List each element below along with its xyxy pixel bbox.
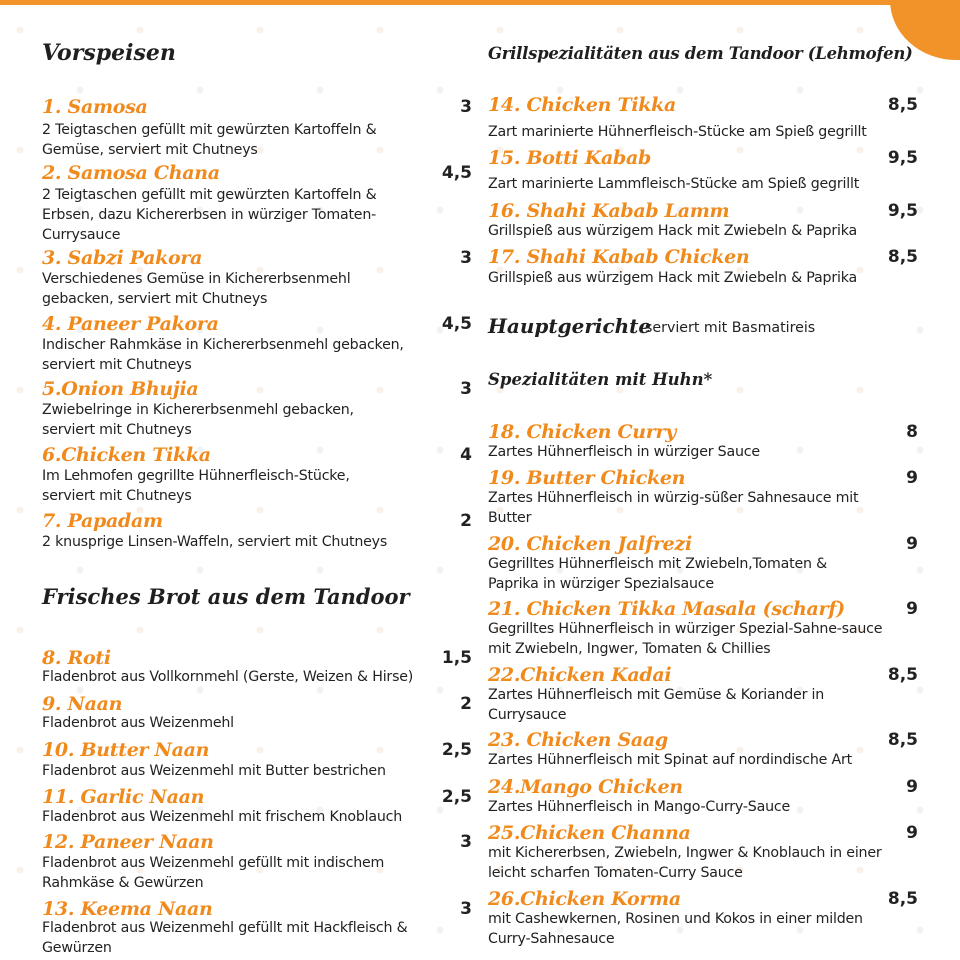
item-price: 9 (906, 534, 918, 554)
item-price: 8,5 (887, 889, 918, 909)
item-price: 8,5 (887, 665, 918, 685)
item-name: 17. Shahi Kabab Chicken (488, 246, 750, 268)
item-price: 3 (460, 899, 472, 919)
item-price: 9 (906, 823, 918, 843)
item-name: 20. Chicken Jalfrezi (488, 533, 692, 555)
item-description: Zart marinierte Hühnerfleisch-Stücke am Spieß gegrillt (488, 124, 867, 140)
item-name: 18. Chicken Curry (488, 421, 676, 443)
item-name: 19. Butter Chicken (488, 467, 686, 489)
item-price: 9,5 (887, 201, 918, 221)
item-description: Zart marinierte Lammfleisch-Stücke am Spieß gegrillt (488, 176, 860, 192)
item-price: 9 (906, 468, 918, 488)
item-description: Fladenbrot aus Weizenmehl gefüllt mit indischem Rahmkäse & Gewürzen (42, 855, 385, 891)
section-title-grill: Grillspezialitäten aus dem Tandoor (Lehmofen) (488, 44, 913, 63)
item-description: Indischer Rahmkäse in Kichererbsenmehl gebacken, serviert mit Chutneys (42, 337, 404, 373)
item-price: 2,5 (441, 787, 472, 807)
item-description: Verschiedenes Gemüse in Kichererbsenmehl gebacken, serviert mit Chutneys (42, 271, 351, 307)
item-price: 2 (460, 694, 472, 714)
item-description: Fladenbrot aus Weizenmehl mit frischem Knoblauch (42, 809, 403, 825)
item-name: 23. Chicken Saag (488, 729, 668, 751)
item-name: 15. Botti Kabab (488, 147, 651, 169)
item-description: Fladenbrot aus Weizenmehl mit Butter bestrichen (42, 763, 386, 779)
item-price: 8 (906, 422, 918, 442)
item-name: 16. Shahi Kabab Lamm (488, 200, 730, 222)
item-description: Zartes Hühnerfleisch in würzig-süßer Sahnesauce mit Butter (488, 490, 859, 526)
item-name: 3. Sabzi Pakora (42, 247, 203, 269)
item-name: 7. Papadam (42, 510, 163, 532)
item-description: Gegrilltes Hühnerfleisch in würziger Spezial-Sahne-sauce mit Zwiebeln, Ingwer, Tomaten & Chillies (488, 621, 883, 657)
item-name: 24.Mango Chicken (488, 776, 683, 798)
item-name: 6.Chicken Tikka (42, 444, 211, 466)
item-price: 3 (460, 97, 472, 117)
item-price: 8,5 (887, 247, 918, 267)
item-description: Zartes Hühnerfleisch in würziger Sauce (488, 444, 760, 460)
item-price: 4,5 (441, 163, 472, 183)
item-name: 14. Chicken Tikka (488, 94, 676, 116)
item-description: Zartes Hühnerfleisch mit Spinat auf nordindische Art (488, 752, 852, 768)
item-name: 10. Butter Naan (42, 739, 210, 761)
item-price: 8,5 (887, 730, 918, 750)
item-description: mit Kichererbsen, Zwiebeln, Ingwer & Knoblauch in einer leicht scharfen Tomaten-Curry Sauce (488, 845, 882, 881)
item-name: 13. Keema Naan (42, 898, 213, 920)
item-name: 26.Chicken Korma (488, 888, 681, 910)
item-name: 22.Chicken Kadai (488, 664, 672, 686)
item-name: 21. Chicken Tikka Masala (scharf) (488, 598, 845, 620)
item-price: 9 (906, 777, 918, 797)
item-name: 9. Naan (42, 693, 123, 715)
item-description: 2 knusprige Linsen-Waffeln, serviert mit Chutneys (42, 534, 388, 550)
item-description: Fladenbrot aus Weizenmehl (42, 715, 234, 731)
hauptgerichte-note: serviert mit Basmatireis (645, 320, 816, 336)
item-description: Im Lehmofen gegrillte Hühnerfleisch-Stücke, serviert mit Chutneys (42, 468, 350, 504)
item-name: 25.Chicken Channa (488, 822, 691, 844)
item-price: 4 (460, 445, 472, 465)
item-name: 2. Samosa Chana (42, 162, 220, 184)
item-description: Zwiebelringe in Kichererbsenmehl gebacken, serviert mit Chutneys (42, 402, 354, 438)
item-description: 2 Teigtaschen gefüllt mit gewürzten Kartoffeln & Erbsen, dazu Kichererbsen in würziger Tomaten-Currysauce (42, 187, 377, 243)
item-name: 8. Roti (42, 647, 111, 669)
item-price: 1,5 (441, 648, 472, 668)
item-price: 9 (906, 599, 918, 619)
item-description: Gegrilltes Hühnerfleisch mit Zwiebeln,Tomaten & Paprika in würziger Spezialsauce (488, 556, 827, 592)
item-price: 9,5 (887, 148, 918, 168)
item-description: 2 Teigtaschen gefüllt mit gewürzten Kartoffeln & Gemüse, serviert mit Chutneys (42, 122, 377, 158)
item-description: Grillspieß aus würzigem Hack mit Zwiebeln & Paprika (488, 223, 857, 239)
item-description: Zartes Hühnerfleisch in Mango-Curry-Sauce (488, 799, 790, 815)
item-name: 5.Onion Bhujia (42, 378, 199, 400)
item-price: 3 (460, 379, 472, 399)
item-description: Zartes Hühnerfleisch mit Gemüse & Koriander in Currysauce (488, 687, 825, 723)
item-name: 1. Samosa (42, 96, 148, 118)
item-description: Fladenbrot aus Vollkornmehl (Gerste, Weizen & Hirse) (42, 669, 414, 685)
item-description: Grillspieß aus würzigem Hack mit Zwiebeln & Paprika (488, 270, 857, 286)
item-price: 8,5 (887, 95, 918, 115)
item-price: 3 (460, 248, 472, 268)
item-price: 3 (460, 832, 472, 852)
top-accent-bar (0, 0, 960, 5)
item-name: 4. Paneer Pakora (42, 313, 219, 335)
section-title-vorspeisen: Vorspeisen (42, 40, 176, 66)
item-price: 4,5 (441, 314, 472, 334)
item-price: 2,5 (441, 740, 472, 760)
item-name: 12. Paneer Naan (42, 831, 214, 853)
item-description: Fladenbrot aus Weizenmehl gefüllt mit Hackfleisch & Gewürzen (42, 920, 408, 956)
item-name: 11. Garlic Naan (42, 786, 205, 808)
section-title-huhn: Spezialitäten mit Huhn* (488, 370, 713, 389)
section-title-brot: Frisches Brot aus dem Tandoor (42, 584, 410, 609)
item-price: 2 (460, 511, 472, 531)
section-title-hauptgerichte: Hauptgerichte (488, 314, 652, 338)
item-description: mit Cashewkernen, Rosinen und Kokos in einer milden Curry-Sahnesauce (488, 911, 863, 947)
